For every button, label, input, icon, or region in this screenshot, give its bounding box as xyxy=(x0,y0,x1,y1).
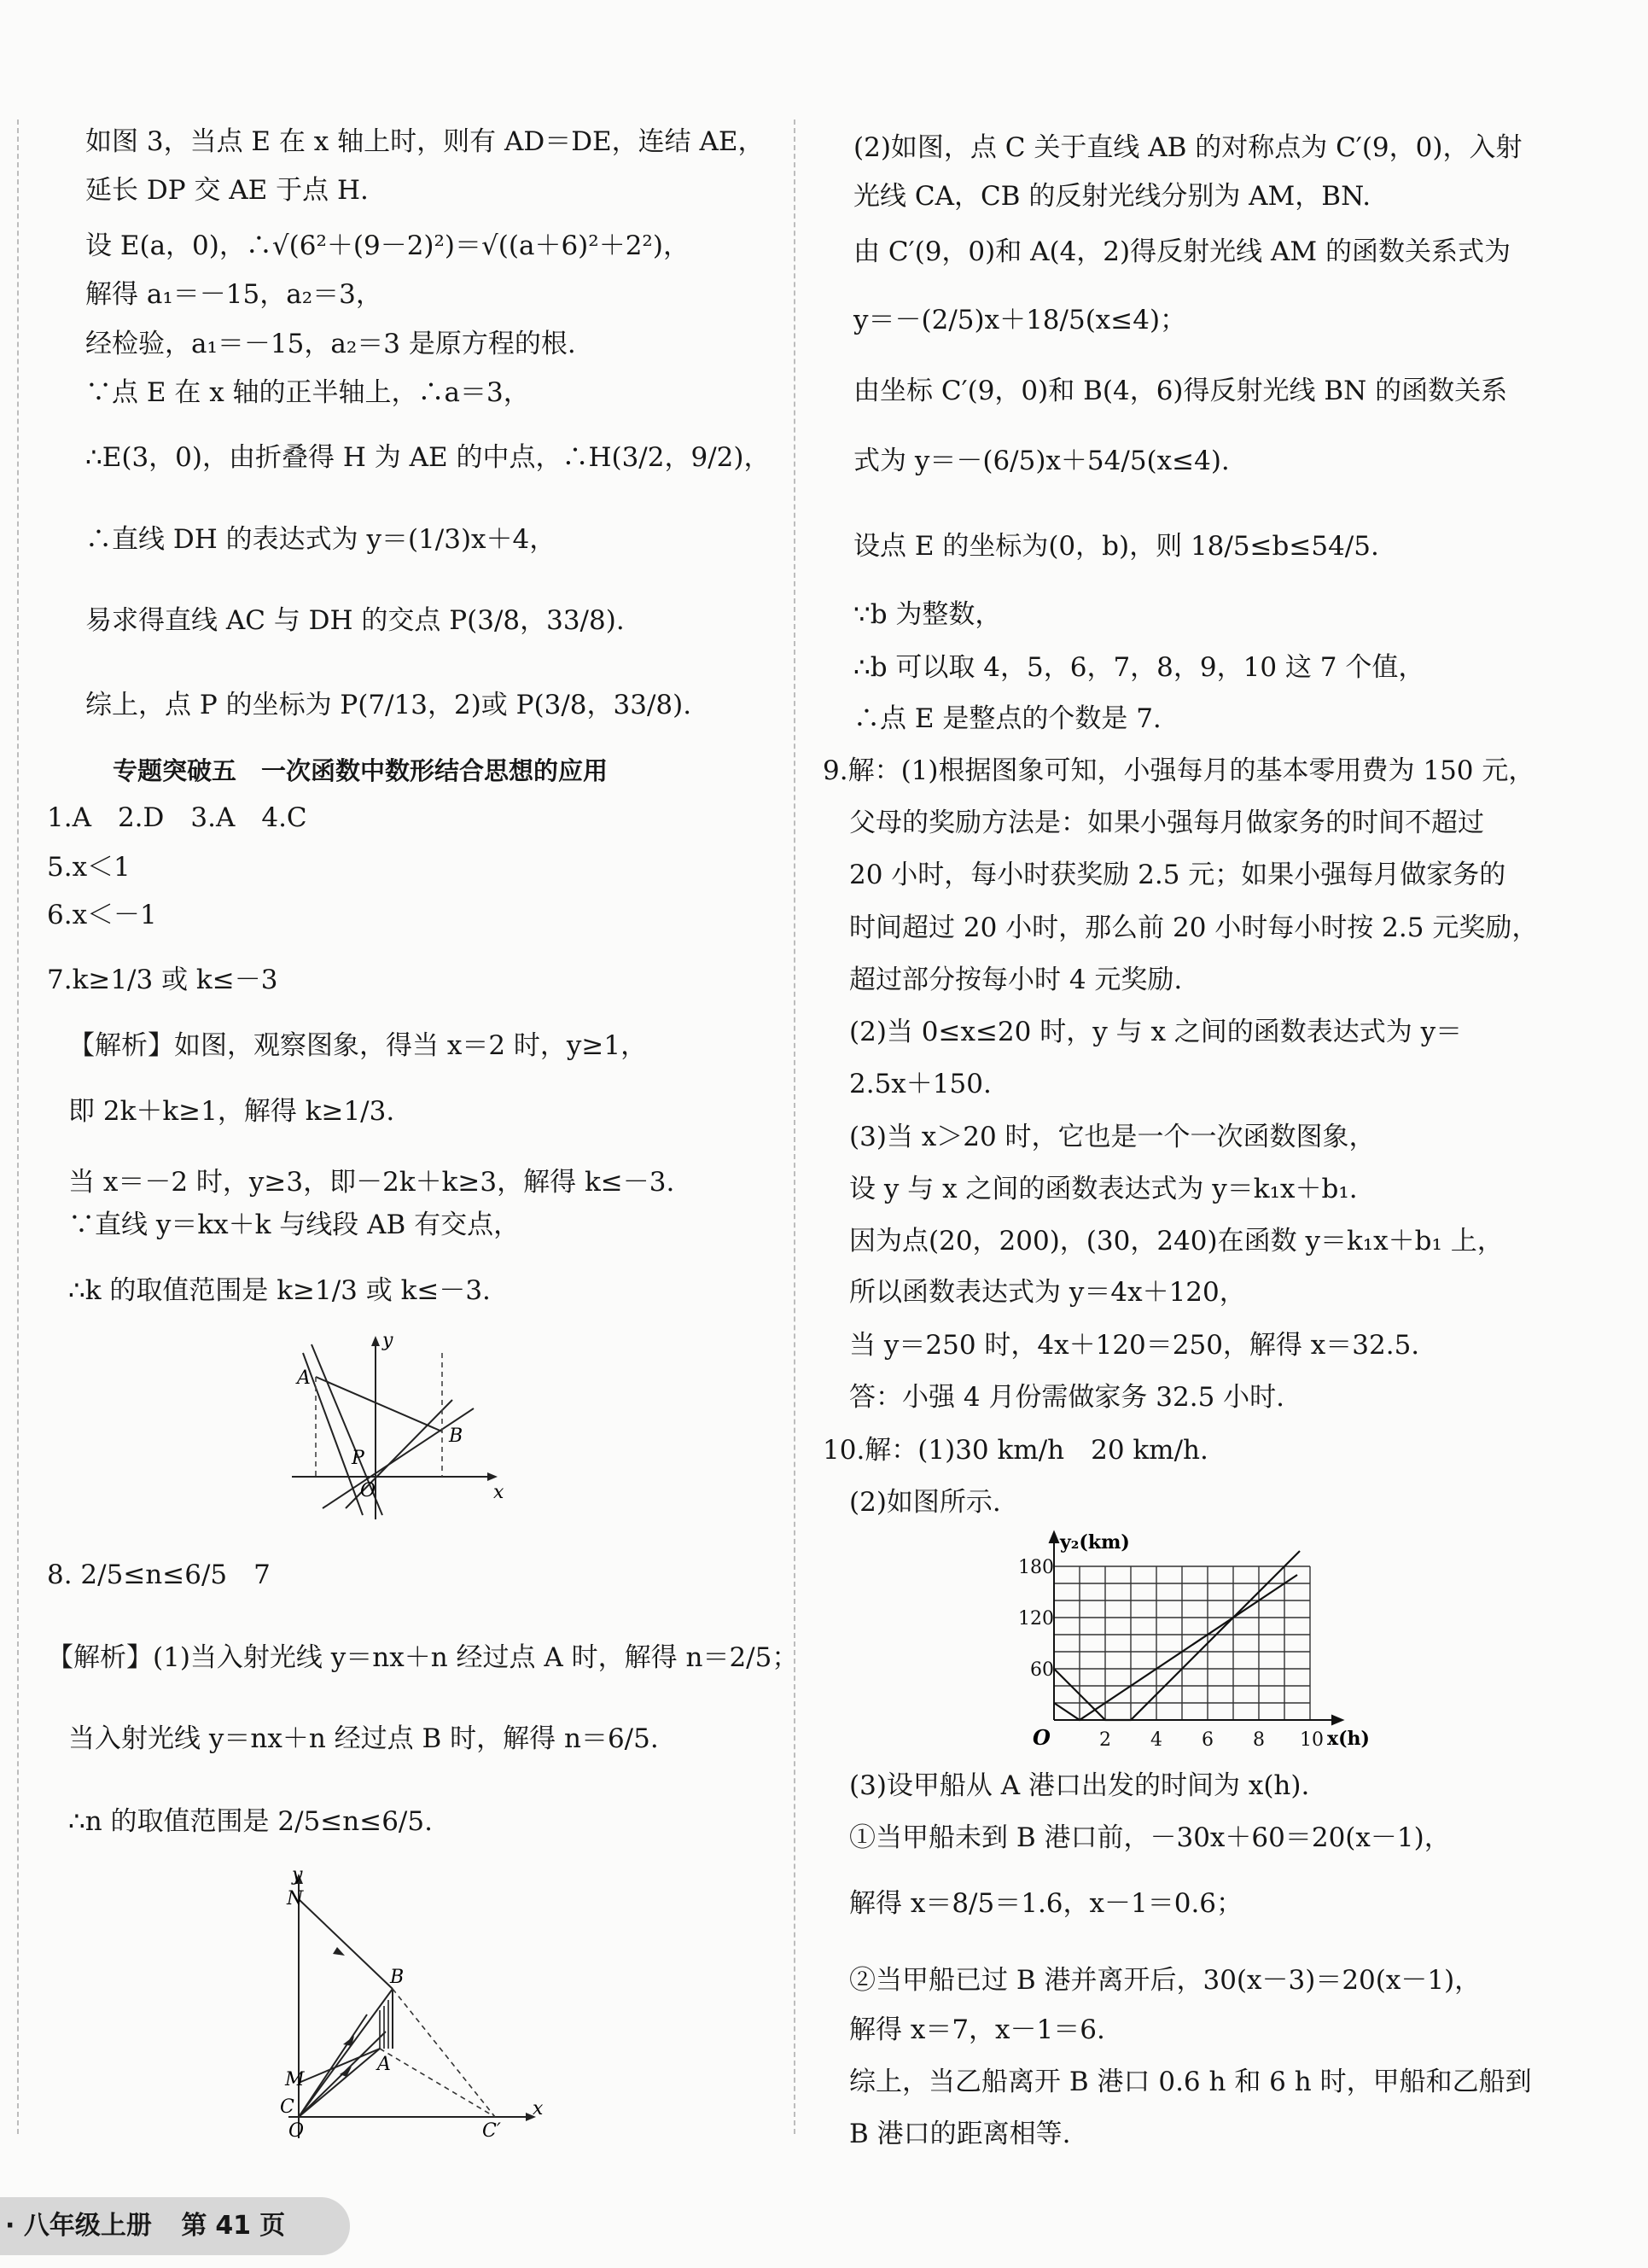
answer-line: 1.A 2.D 3.A 4.C xyxy=(47,802,307,833)
column-divider xyxy=(794,120,795,2134)
line-2 xyxy=(303,1353,363,1515)
fig1-label-y: y xyxy=(382,1330,393,1351)
chart-y-tick-label: 180 xyxy=(1018,1557,1054,1578)
text-line: 如图 3，当点 E 在 x 轴上时，则有 AD＝DE，连结 AE， xyxy=(85,126,765,157)
text-line: 即 2k＋k≥1，解得 k≥1/3. xyxy=(68,1096,395,1127)
text-line: 答：小强 4 月份需做家务 32.5 小时. xyxy=(849,1382,1285,1413)
footer-page-number: 41 xyxy=(215,2211,252,2241)
x-axis-arrow xyxy=(487,1472,498,1481)
answer-line: 9.解：(1)根据图象可知，小强每月的基本零用费为 150 元， xyxy=(823,755,1535,786)
text-line: ②当甲船已过 B 港并离开后，30(x－3)＝20(x－1)， xyxy=(849,1965,1482,1996)
text-line: 由 C′(9，0)和 A(4，2)得反射光线 AM 的函数关系式为 xyxy=(853,236,1511,267)
text-line: 式为 y＝－(6/5)x＋54/5(x≤4). xyxy=(853,446,1230,476)
figure-1-graph xyxy=(282,1327,529,1532)
chart-x-tick-label: 4 xyxy=(1150,1729,1162,1751)
fig2-label-c-prime: C′ xyxy=(482,2120,501,2142)
arrow-head xyxy=(333,1947,345,1956)
chart-x-tick-label: 2 xyxy=(1099,1729,1111,1751)
text-line: 经检验，a₁＝－15，a₂＝3 是原方程的根. xyxy=(85,329,576,359)
text-line: 当 y＝250 时，4x＋120＝250，解得 x＝32.5. xyxy=(849,1330,1420,1361)
text-line: (2)如图，点 C 关于直线 AB 的对称点为 C′(9，0)，入射 xyxy=(853,132,1523,163)
ray-cb xyxy=(299,1989,393,2117)
text-line: 当 x＝－2 时，y≥3，即－2k＋k≥3，解得 k≤－3. xyxy=(68,1167,675,1198)
dashed-ac xyxy=(380,2049,495,2117)
fig1-label-x: x xyxy=(493,1482,504,1503)
line-3 xyxy=(323,1408,474,1508)
chart-origin-label: O xyxy=(1033,1725,1051,1750)
chart-series-line-2 xyxy=(1054,1575,1297,1720)
figure-2-graph xyxy=(273,1865,563,2147)
chart-x-tick-label: 10 xyxy=(1300,1729,1324,1751)
text-line: (2)当 0≤x≤20 时，y 与 x 之间的函数表达式为 y＝ xyxy=(849,1017,1463,1047)
fig2-label-y: y xyxy=(292,1865,303,1886)
ray-extra-1 xyxy=(299,2014,367,2117)
text-line: 解得 x＝8/5＝1.6，x－1＝0.6； xyxy=(849,1888,1243,1919)
ray-bn xyxy=(299,1899,393,1989)
text-line: 光线 CA，CB 的反射光线分别为 AM，BN. xyxy=(853,181,1371,212)
text-line: 因为点(20，200)，(30，240)在函数 y＝k₁x＋b₁ 上， xyxy=(849,1226,1504,1256)
fig2-label-n: N xyxy=(287,1888,304,1909)
text-line: 综上，当乙船离开 B 港口 0.6 h 和 6 h 时，甲船和乙船到 xyxy=(849,2067,1532,2097)
fig2-label-o: O xyxy=(288,2120,305,2142)
dashed-bc xyxy=(393,1989,495,2117)
text-line: ∴E(3，0)，由折叠得 H 为 AE 的中点，∴H(3/2，9/2)， xyxy=(85,442,771,473)
chart-series-line-1 xyxy=(1054,1551,1300,1720)
fig1-label-a: A xyxy=(297,1367,311,1389)
text-line: 易求得直线 AC 与 DH 的交点 P(3/8，33/8). xyxy=(85,605,625,636)
chart-x-axis-arrow xyxy=(1332,1716,1342,1724)
text-line: ∴直线 DH 的表达式为 y＝(1/3)x＋4， xyxy=(85,524,556,555)
text-line: (2)如图所示. xyxy=(849,1487,1001,1518)
chart-y-tick-label: 60 xyxy=(1030,1659,1054,1681)
text-line: 【解析】(1)当入射光线 y＝nx＋n 经过点 A 时，解得 n＝2/5； xyxy=(47,1642,799,1673)
page-footer xyxy=(0,2197,350,2255)
fig1-label-b: B xyxy=(449,1426,463,1447)
answer-line: 6.x＜－1 xyxy=(47,900,157,930)
answer-line: 8. 2/5≤n≤6/5 7 xyxy=(47,1560,271,1590)
text-line: B 港口的距离相等. xyxy=(849,2119,1071,2149)
fig2-label-m: M xyxy=(285,2069,305,2090)
text-line: 【解析】如图，观察图象，得当 x＝2 时，y≥1， xyxy=(68,1030,648,1061)
footer-grade: 八年级上册 xyxy=(23,2211,152,2241)
text-line: 设 y 与 x 之间的函数表达式为 y＝k₁x＋b₁. xyxy=(849,1174,1358,1204)
chart-x-axis-label: x(h) xyxy=(1327,1728,1370,1750)
text-line: 解得 x＝7，x－1＝6. xyxy=(849,2014,1105,2045)
chart-y-axis-arrow xyxy=(1050,1532,1058,1542)
fig2-label-a: A xyxy=(377,2054,391,2075)
answer-line: 5.x＜1 xyxy=(47,852,131,883)
chart-y-tick-label: 120 xyxy=(1018,1608,1054,1630)
text-line: ∵点 E 在 x 轴的正半轴上，∴a＝3， xyxy=(85,377,530,408)
text-line: 超过部分按每小时 4 元奖励. xyxy=(849,965,1183,995)
text-line: 当入射光线 y＝nx＋n 经过点 B 时，解得 n＝6/5. xyxy=(68,1723,659,1754)
text-line: 延长 DP 交 AE 于点 H. xyxy=(85,175,369,206)
text-line: 设 E(a，0)，∴√(6²＋(9－2)²)＝√((a＋6)²＋2²)， xyxy=(85,230,690,261)
answer-line: 10.解：(1)30 km/h 20 km/h. xyxy=(823,1435,1208,1466)
chart-y-axis-label: y₂(km) xyxy=(1060,1531,1130,1554)
text-line: ∴b 可以取 4，5，6，7，8，9，10 这 7 个值， xyxy=(853,652,1425,683)
fig2-label-b: B xyxy=(390,1967,405,1988)
y-axis-arrow xyxy=(371,1336,380,1346)
text-line: ∵直线 y＝kx＋k 与线段 AB 有交点， xyxy=(68,1210,521,1240)
fig2-label-c: C xyxy=(280,2096,294,2118)
text-line: ①当甲船未到 B 港口前，－30x＋60＝20(x－1)， xyxy=(849,1822,1451,1853)
text-line: ∴k 的取值范围是 k≥1/3 或 k≤－3. xyxy=(68,1275,491,1306)
left-margin-rule xyxy=(17,120,19,2134)
text-line: 时间超过 20 小时，那么前 20 小时每小时按 2.5 元奖励， xyxy=(849,912,1539,943)
text-line: (3)当 x＞20 时，它也是一个一次函数图象， xyxy=(849,1122,1376,1152)
text-line: ∴点 E 是整点的个数是 7. xyxy=(853,703,1162,734)
segment-ab xyxy=(316,1377,442,1431)
text-line: 由坐标 C′(9，0)和 B(4，6)得反射光线 BN 的函数关系 xyxy=(853,376,1508,406)
fig1-label-p: P xyxy=(352,1448,364,1469)
text-line: 综上，点 P 的坐标为 P(7/13，2)或 P(3/8，33/8). xyxy=(85,690,692,720)
ray-ca xyxy=(299,2049,380,2117)
text-line: 2.5x＋150. xyxy=(849,1069,992,1099)
section-heading: 专题突破五 一次函数中数形结合思想的应用 xyxy=(113,756,609,785)
text-line: ∴n 的取值范围是 2/5≤n≤6/5. xyxy=(68,1806,433,1837)
fig1-label-o: O xyxy=(360,1480,376,1501)
footer-page-prefix: 第 xyxy=(181,2211,207,2241)
text-line: 所以函数表达式为 y＝4x＋120， xyxy=(849,1277,1246,1308)
text-line: 设点 E 的坐标为(0，b)，则 18/5≤b≤54/5. xyxy=(853,531,1379,562)
text-line: 解得 a₁＝－15，a₂＝3， xyxy=(85,279,382,310)
text-line: 20 小时，每小时获奖励 2.5 元；如果小强每月做家务的 xyxy=(849,860,1506,890)
footer-bullet: · xyxy=(5,2211,15,2241)
answer-line: 7.k≥1/3 或 k≤－3 xyxy=(47,965,278,995)
fig2-label-x: x xyxy=(533,2098,544,2119)
chart-x-tick-label: 6 xyxy=(1202,1729,1214,1751)
text-line: y＝－(2/5)x＋18/5(x≤4)； xyxy=(853,305,1187,335)
chart-x-tick-label: 8 xyxy=(1253,1729,1265,1751)
ship-distance-chart xyxy=(999,1528,1383,1758)
text-line: ∵b 为整数， xyxy=(853,599,1002,630)
footer-page-suffix: 页 xyxy=(259,2211,286,2241)
text-line: 父母的奖励方法是：如果小强每月做家务的时间不超过 xyxy=(849,808,1484,838)
text-line: (3)设甲船从 A 港口出发的时间为 x(h). xyxy=(849,1770,1310,1801)
